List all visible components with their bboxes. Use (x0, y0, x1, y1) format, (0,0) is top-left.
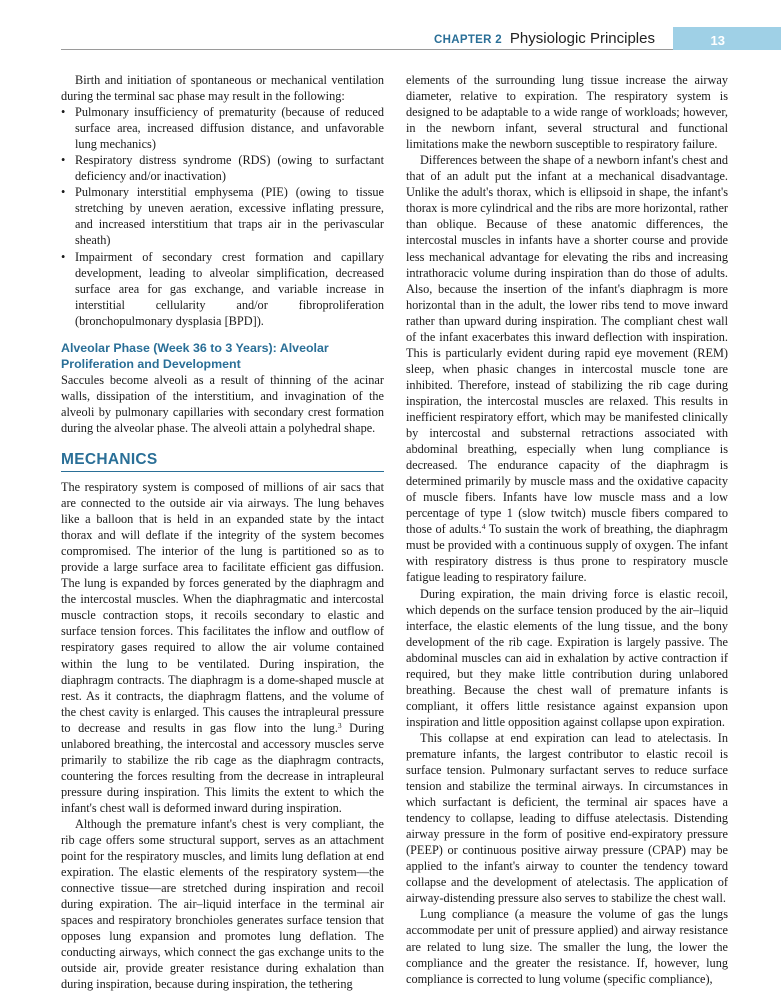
alveolar-phase-paragraph: Saccules become alveoli as a result of thinning of the acinar walls, dissipation of the interstitium, and invagination of the alveoli by pulmonary capillaries with secondary crest formation during the alveolar phase. The alveoli attain a polyhedral shape. (61, 372, 384, 435)
page-number: 13 (710, 33, 725, 48)
running-head (434, 30, 655, 50)
alveolar-phase-heading: Alveolar Phase (Week 36 to 3 Years): Alveolar Proliferation and Development (61, 340, 329, 371)
continued-paragraph: elements of the surrounding lung tissue increase the airway diameter, relative to expiration. The respiratory system is designed to be adaptable to a wide range of workloads; however, in the newborn infant, several structural and functional limitations make the newborn susceptible to respiratory failure. (406, 73, 728, 152)
chapter-label: CHAPTER 2 (434, 34, 502, 46)
list-item: • Respiratory distress syndrome (RDS) (owing to surfactant deficiency and/or inactivation) (61, 152, 384, 184)
reference-marker: 3 (337, 720, 342, 730)
list-item: • Impairment of secondary crest formation and capillary development, leading to alveolar simplification, decreased surface area for gas exchange, and variable increase in interstitial cellularity and/or fibroproliferation (bronchopulmonary dysplasia [BPD]). (61, 249, 384, 329)
list-item: • Pulmonary interstitial emphysema (PIE) (owing to tissue stretching by uneven aeration, excessive inflating pressure, and increased interstitium that traps air in the perivascular sheath) (61, 184, 384, 248)
mechanics-heading: MECHANICS (61, 452, 384, 472)
paragraph-text: Differences between the shape of a newborn infant's chest and that of an adult put the infant at a mechanical disadvantage. Unlike the adult's thorax, which is ellipsoid in shape, the infant's thorax is more cylindrical and the ribs are more horizontal, rather than oblique. Because of these anatomic differences, the intercostal muscles in infants have a shorter course and provide less mechanical advantage for elevating the ribs and increasing intrathoracic volume during inspiration than do those of adults. Also, because the insertion of the infant's diaphragm is more horizontal than in the adult, the lower ribs tend to move inward rather than upward during inspiration. The compliant chest wall of the infant exacerbates this inward deflection with inspiration. This is particularly evident during rapid eye movement (REM) sleep, when phasic changes in intercostal muscle tone are inhibited. Therefore, instead of stabilizing the rib cage during inspiration, the intercostal muscles are relaxed. This results in inefficient respiratory effort, which may be manifested clinically by intercostal and substernal retractions associated with abdominal breathing, especially when lung compliance is decreased. The endurance capacity of the diaphragm is determined primarily by muscle mass and the oxidative capacity of muscle fibers. Infants have low muscle mass and a low percentage of type 1 (slow twitch) muscle fibers compared to those of adults. (406, 153, 728, 537)
complications-list (61, 104, 384, 329)
right-column (406, 72, 728, 987)
compliance-paragraph: Lung compliance (a measure the volume of gas the lungs accommodate per unit of pressure applied) and airway resistance are related to lung size. The smaller the lung, the lower the compliance and the greater the resistance. If, however, lung compliance is corrected to lung volume (specific compliance), (406, 907, 728, 986)
expiration-paragraph: During expiration, the main driving force is elastic recoil, which depends on the surface tension produced by the air–liquid interface, the elastic elements of the lung tissue, and the bony development of the rib cage. Expiration is largely passive. The abdominal muscles can aid in exhalation by active contraction if required, but they make little contribution during unlabored breathing. Because the chest wall of premature infants is compliant, it offers little resistance against expansion upon inspiration and little opposition against collapse upon expiration. (406, 586, 728, 729)
page-number-tab (673, 27, 781, 50)
chapter-title: Physiologic Principles (509, 30, 655, 47)
mechanics-body (61, 479, 384, 993)
mechanics-paragraph (61, 479, 384, 816)
paragraph-text: To sustain the work of breathing, the diaphragm must be provided with a continuous supply of oxygen. The infant with respiratory distress is thus prone to respiratory muscle fatigue leading to respiratory failure. (406, 522, 728, 585)
chest-shape-paragraph (406, 152, 728, 585)
left-column (61, 72, 384, 992)
paragraph-text: The respiratory system is composed of millions of air sacs that are connected to the outside air via airways. The lung behaves like a balloon that is held in an expanded state by the intact thorax and will deflate if the integrity of the system becomes compromised. The interior of the lung is partitioned so as to provide a large surface area to facilitate efficient gas diffusion. The lung is expanded by forces generated by the diaphragm and the intercostal muscles. When the diaphragmatic and intercostal muscle contraction stops, it recoils secondary to elastic and surface tension forces. This facilitates the inflow and outflow of respiratory gases required to allow the air volume contained within the lung to be ventilated. During inspiration, the diaphragm contracts. The diaphragm is a dome-shaped muscle at rest. As it contracts, the diaphragm flattens, and the volume of the chest cavity is enlarged. This causes the intrapleural pressure to decrease and results in gas flow into the lung. (61, 479, 384, 735)
intro-paragraph: Birth and initiation of spontaneous or mechanical ventilation during the terminal sac phase may result in the following: (61, 73, 384, 104)
reference-marker: 4 (481, 522, 486, 532)
list-item: • Pulmonary insufficiency of prematurity (because of reduced surface area, increased diffusion distance, and unfavorable lung mechanics) (61, 104, 384, 152)
atelectasis-paragraph: This collapse at end expiration can lead to atelectasis. In premature infants, the largest contributor to elastic recoil is surface tension. Pulmonary surfactant serves to reduce surface tension and stabilize the terminal airways. In circumstances in which surfactant is deficient, the terminal air spaces have a tendency to collapse, leading to diffuse atelectasis. Distending airway pressure in the form of positive end-expiratory pressure (PEEP) or continuous positive airway pressure (CPAP) may be applied to the infant's airway to counter the tendency toward collapse and the development of atelectasis. The application of airway-distending pressure also serves to stabilize the chest wall. (406, 730, 728, 906)
paragraph-text: During unlabored breathing, the intercostal and accessory muscles serve primarily to stabilize the rib cage as the diaphragm contracts, countering the forces resulting from the decrease in intrapleural pressure during inspiration. This limits the extent to which the infant's chest wall is deformed inward during inspiration. (61, 720, 385, 815)
mechanics-paragraph: Although the premature infant's chest is very compliant, the rib cage offers some structural support, serves as an attachment point for the respiratory muscles, and limits lung deflation at end expiration. The elastic elements of the respiratory system—the connective tissue—are stretched during inspiration and recoil during expiration. The air–liquid interface in the terminal air spaces and respiratory bronchioles generates surface tension that opposes lung expansion and promotes lung deflation. The conducting airways, which connect the gas exchange units to the outside air, provide greater resistance during exhalation than during inspiration, because during inspiration, the tethering (61, 816, 384, 992)
